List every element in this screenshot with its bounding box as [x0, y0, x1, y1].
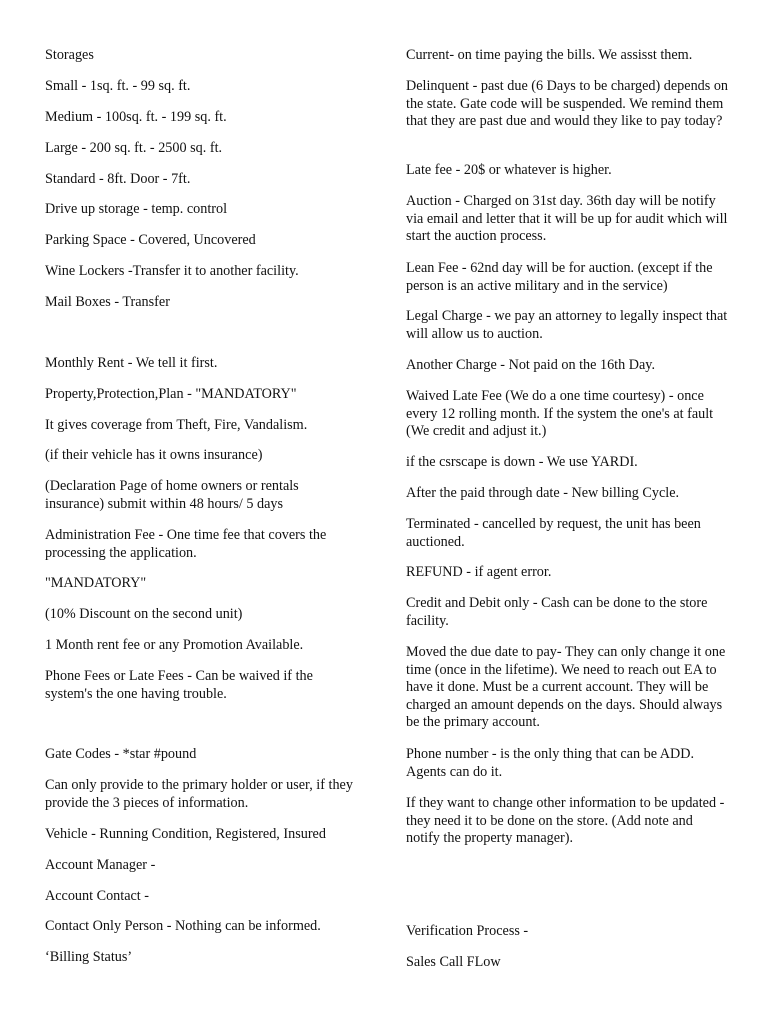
- note-auction: Auction - Charged on 31st day. 36th day will be notify via email and letter that it will be up for audit which will start the auction process.: [406, 193, 728, 244]
- note-moved-due-date: Moved the due date to pay- They can only change it one time (once in the lifetime). We need to reach out EA to have it done. Must be a current account. They will be charged an amount depends on the days. Should always be the primary account.: [406, 644, 726, 730]
- note-large-size: Large - 200 sq. ft. - 2500 sq. ft.: [45, 140, 223, 156]
- note-credit-debit: Credit and Debit only - Cash can be done to the store facility.: [406, 595, 708, 629]
- note-discount: (10% Discount on the second unit): [45, 606, 243, 622]
- note-late-fee: Late fee - 20$ or whatever is higher.: [406, 162, 612, 178]
- note-coverage: It gives coverage from Theft, Fire, Vandalism.: [45, 417, 308, 433]
- note-sales-call-flow: Sales Call FLow: [406, 954, 501, 970]
- note-storages-heading: Storages: [45, 47, 94, 63]
- note-refund: REFUND - if agent error.: [406, 564, 552, 580]
- note-billing-cycle: After the paid through date - New billing Cycle.: [406, 485, 680, 501]
- note-contact-only: Contact Only Person - Nothing can be informed.: [45, 918, 321, 934]
- note-month-rent-fee: 1 Month rent fee or any Promotion Available.: [45, 637, 304, 653]
- note-lean-fee: Lean Fee - 62nd day will be for auction. (except if the person is an active military and in the service): [406, 260, 713, 294]
- note-monthly-rent: Monthly Rent - We tell it first.: [45, 355, 218, 371]
- note-vehicle-condition: Vehicle - Running Condition, Registered, Insured: [45, 826, 326, 842]
- note-primary-holder: Can only provide to the primary holder or user, if they provide the 3 pieces of information.: [45, 777, 353, 811]
- note-terminated: Terminated - cancelled by request, the unit has been auctioned.: [406, 516, 701, 550]
- note-wine-lockers: Wine Lockers -Transfer it to another facility.: [45, 263, 299, 279]
- note-protection-plan: Property,Protection,Plan - "MANDATORY": [45, 386, 297, 402]
- note-gate-codes: Gate Codes - *star #pound: [45, 746, 197, 762]
- note-another-charge: Another Charge - Not paid on the 16th Day.: [406, 357, 656, 373]
- note-mandatory: "MANDATORY": [45, 575, 147, 591]
- note-current: Current- on time paying the bills. We assisst them.: [406, 47, 693, 63]
- note-verification-process: Verification Process -: [406, 923, 529, 939]
- note-drive-up: Drive up storage - temp. control: [45, 201, 228, 217]
- note-waived-late-fee: Waived Late Fee (We do a one time courtesy) - once every 12 rolling month. If the system the one's at fault (We credit and adjust it.): [406, 388, 714, 439]
- note-delinquent: Delinquent - past due (6 Days to be charged) depends on the state. Gate code will be suspended. We remind them that they are past due and would they like to pay today?: [406, 78, 729, 129]
- note-mail-boxes: Mail Boxes - Transfer: [45, 294, 170, 310]
- note-declaration-page: (Declaration Page of home owners or rentals insurance) submit within 48 hours/ 5 days: [45, 478, 299, 512]
- note-phone-fees: Phone Fees or Late Fees - Can be waived if the system's the one having trouble.: [45, 668, 313, 702]
- note-phone-number: Phone number - is the only thing that can be ADD. Agents can do it.: [406, 746, 695, 780]
- note-administration-fee: Administration Fee - One time fee that covers the processing the application.: [45, 527, 327, 561]
- note-account-manager: Account Manager -: [45, 857, 156, 873]
- note-change-information: If they want to change other information to be updated - they need it to be done on the store. (Add note and notify the property manager).: [406, 795, 725, 846]
- note-small-size: Small - 1sq. ft. - 99 sq. ft.: [45, 78, 191, 94]
- note-billing-status: ‘Billing Status’: [45, 949, 133, 965]
- note-parking-space: Parking Space - Covered, Uncovered: [45, 232, 256, 248]
- note-vehicle-insurance: (if their vehicle has it owns insurance): [45, 447, 263, 463]
- note-csrscape-down: if the csrscape is down - We use YARDI.: [406, 454, 638, 470]
- note-account-contact: Account Contact -: [45, 888, 150, 904]
- note-medium-size: Medium - 100sq. ft. - 199 sq. ft.: [45, 109, 227, 125]
- note-legal-charge: Legal Charge - we pay an attorney to legally inspect that will allow us to auction.: [406, 308, 728, 342]
- note-standard-door: Standard - 8ft. Door - 7ft.: [45, 171, 191, 187]
